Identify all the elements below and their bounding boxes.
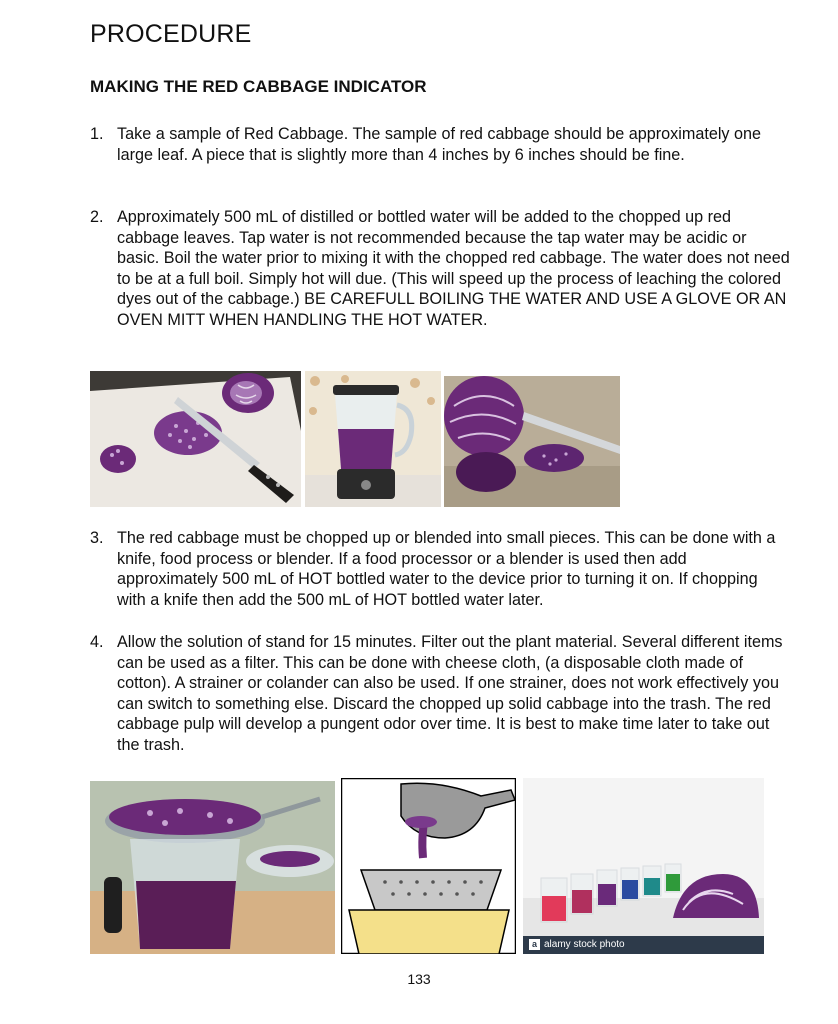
step-text: Approximately 500 mL of distilled or bottled water will be added to the chopped up red cabbage leaves. Tap water is not recommended because the tap water may be acidic or basic. Boil the water prior to mixing it with the chopped red cabbage. The water does not need to be at a full boil. Simply hot will due. (This will speed up the process of leaching the colored dyes out of the cabbage.) BE CAREFULL BOILING THE WATER AND USE A GLOVE OR AN OVEN MITT WHEN HANDLING THE HOT WATER. (117, 208, 790, 329)
stock-watermark (523, 936, 764, 954)
indicator-glasses-illustration (523, 778, 764, 936)
section-heading: MAKING THE RED CABBAGE INDICATOR (90, 77, 427, 96)
step-number: 4. (90, 633, 104, 651)
step-text: Allow the solution of stand for 15 minutes. Filter out the plant material. Several different items can be used as a filter. This can be done with cheese cloth, (a disposable cloth made of cotton). A strainer or colander can also be used. If one strainer, does not work effectively you can switch to something else. (117, 633, 783, 713)
watermark-text: alamy stock photo (544, 939, 625, 950)
page-title: PROCEDURE (90, 20, 252, 48)
step-number: 3. (90, 529, 104, 547)
photo-blender (305, 371, 441, 507)
page-number: 133 (407, 971, 431, 987)
photo-pouring-colander (341, 778, 516, 954)
step-number: 2. (90, 208, 104, 226)
strainer-bowl-illustration (90, 781, 335, 954)
pouring-colander-illustration (341, 778, 516, 954)
step-number: 1. (90, 125, 104, 143)
step-text: Take a sample of Red Cabbage. The sample of red cabbage should be approximately one large leaf. A piece that is slightly more than 4 inches by 6 inches should be fine. (117, 125, 762, 164)
step-text-emphasis: Discard the chopped up solid cabbage into the trash. The red cabbage pulp will develop a pungent odor over time. It is best to make time later to take out the trash. (117, 694, 771, 754)
alamy-logo-icon: a (529, 939, 540, 950)
knife-cabbage-illustration (444, 376, 620, 507)
list-item-step-4 (90, 632, 790, 756)
list-item-step-3 (90, 528, 790, 610)
list-item-step-1 (90, 124, 790, 165)
step-text: The red cabbage must be chopped up or blended into small pieces. This can be done with a knife, food process or blender. If a food processor or a blender is used then add approximately 500 mL of HOT bottled water to the device prior to turning it on. If chopping with a knife then add the 500 mL of HOT bottled water later. (117, 529, 776, 609)
photo-chopped-cabbage (90, 371, 301, 507)
list-item-step-2 (90, 207, 790, 331)
photo-indicator-glasses (523, 778, 764, 954)
photo-strainer-bowl (90, 781, 335, 954)
photo-knife-cabbage (444, 376, 620, 507)
cutting-board-illustration (90, 371, 301, 507)
blender-illustration (305, 371, 441, 507)
